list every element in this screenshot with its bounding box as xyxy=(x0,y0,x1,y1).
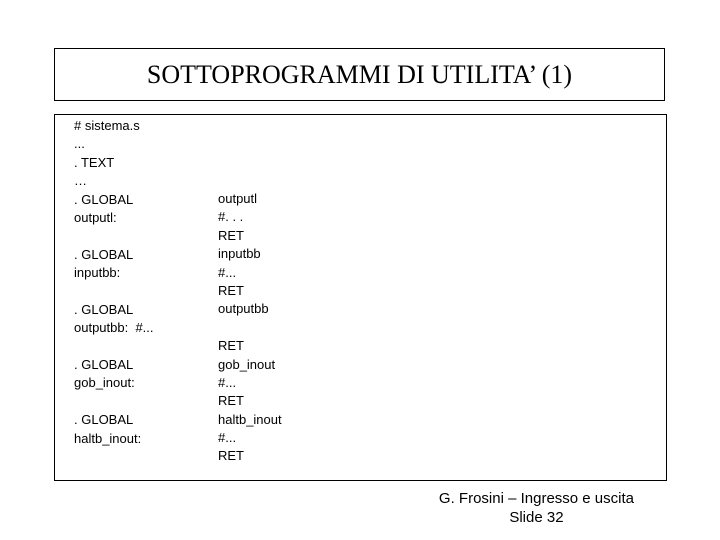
code-line: . TEXT xyxy=(74,154,115,170)
code-line: haltb_inout xyxy=(218,411,282,427)
code-line: . GLOBAL xyxy=(74,301,134,317)
slide-footer xyxy=(439,489,634,527)
code-line: #... xyxy=(218,374,237,390)
code-line: … xyxy=(74,173,87,189)
footer-author: G. Frosini – Ingresso e uscita xyxy=(438,490,634,507)
code-line: . GLOBAL xyxy=(74,191,134,207)
code-line xyxy=(218,319,282,337)
code-line xyxy=(74,393,154,411)
code-line: RET xyxy=(218,338,244,354)
code-line: . GLOBAL xyxy=(74,357,134,373)
content-box xyxy=(54,114,667,481)
code-line: inputbb: xyxy=(74,265,121,281)
code-line: . GLOBAL xyxy=(74,246,134,262)
code-line: # sistema.s xyxy=(74,118,140,133)
code-line: gob_inout: xyxy=(74,375,135,391)
code-line: . GLOBAL xyxy=(74,412,134,428)
code-line: RET xyxy=(218,227,244,243)
code-line: RET xyxy=(218,282,244,298)
code-line: outputl: xyxy=(74,209,117,225)
code-line: RET xyxy=(218,393,244,409)
code-line xyxy=(74,338,154,356)
code-line xyxy=(74,227,154,245)
right-code-column xyxy=(218,190,282,466)
code-line: inputbb xyxy=(218,246,261,262)
code-line: #... xyxy=(218,264,237,280)
code-line: haltb_inout: xyxy=(74,430,142,446)
code-line: ... xyxy=(74,136,85,152)
code-line: RET xyxy=(218,448,244,464)
code-line: gob_inout xyxy=(218,356,276,372)
footer-slide-number: Slide 32 xyxy=(509,509,564,526)
code-line: outputbb: #... xyxy=(74,320,154,336)
code-line: outputl xyxy=(218,191,258,206)
code-line: #. . . xyxy=(218,209,244,225)
code-line: outputbb xyxy=(218,301,269,317)
left-code-column xyxy=(74,117,154,448)
title-box xyxy=(54,48,665,101)
slide-title: SOTTOPROGRAMMI DI UTILITA’ (1) xyxy=(146,59,573,89)
code-line xyxy=(74,283,154,301)
code-line: #... xyxy=(218,430,237,446)
